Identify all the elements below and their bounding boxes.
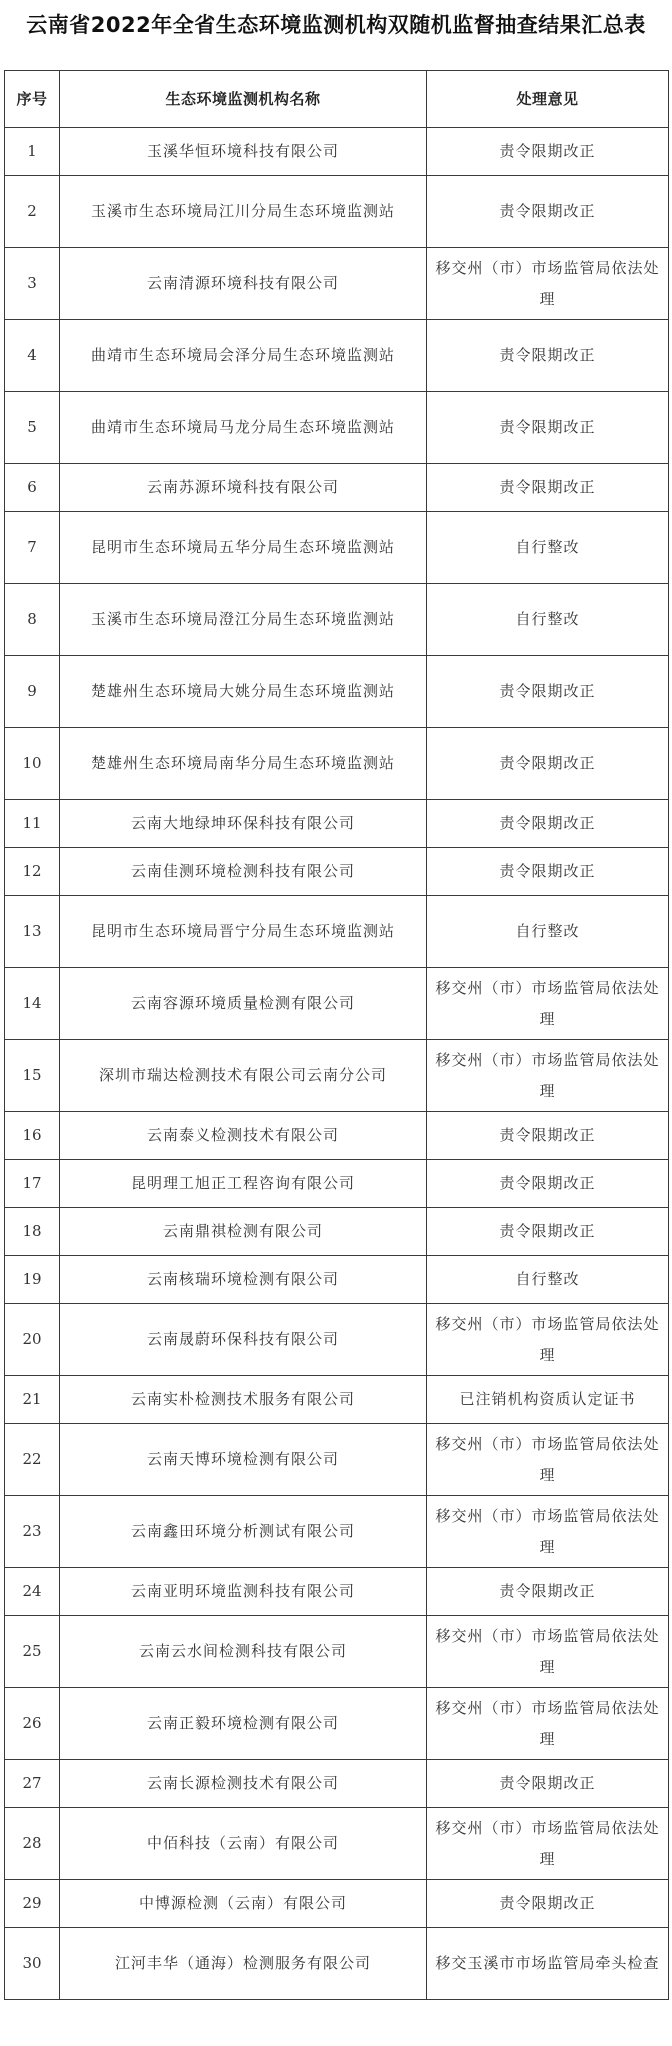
table-row: [5, 512, 669, 584]
row-handling-opinion: 责令限期改正: [427, 1568, 669, 1616]
row-institution-name: 云南清源环境科技有限公司: [60, 248, 427, 320]
row-serial-number: 19: [5, 1256, 60, 1304]
row-institution-name: 云南天博环境检测有限公司: [60, 1424, 427, 1496]
row-handling-opinion: 移交州（市）市场监管局依法处理: [427, 1424, 669, 1496]
table-row: [5, 896, 669, 968]
table-row: [5, 1688, 669, 1760]
row-institution-name: 玉溪市生态环境局澄江分局生态环境监测站: [60, 584, 427, 656]
document-title: 云南省2022年全省生态环境监测机构双随机监督抽查结果汇总表: [26, 13, 646, 37]
table-row: [5, 320, 669, 392]
row-handling-opinion: 责令限期改正: [427, 176, 669, 248]
header-serial-number: 序号: [5, 71, 60, 128]
row-serial-number: 8: [5, 584, 60, 656]
table-row: [5, 584, 669, 656]
row-serial-number: 11: [5, 800, 60, 848]
row-handling-opinion: 责令限期改正: [427, 848, 669, 896]
row-handling-opinion: 移交州（市）市场监管局依法处理: [427, 248, 669, 320]
row-institution-name: 中佰科技（云南）有限公司: [60, 1808, 427, 1880]
table-row: [5, 128, 669, 176]
row-handling-opinion: 自行整改: [427, 896, 669, 968]
row-serial-number: 2: [5, 176, 60, 248]
table-row: [5, 1496, 669, 1568]
row-serial-number: 22: [5, 1424, 60, 1496]
row-institution-name: 楚雄州生态环境局大姚分局生态环境监测站: [60, 656, 427, 728]
row-handling-opinion: 责令限期改正: [427, 1880, 669, 1928]
row-institution-name: 江河丰华（通海）检测服务有限公司: [60, 1928, 427, 2000]
row-serial-number: 4: [5, 320, 60, 392]
row-serial-number: 25: [5, 1616, 60, 1688]
row-serial-number: 1: [5, 128, 60, 176]
header-institution-name: 生态环境监测机构名称: [60, 71, 427, 128]
row-institution-name: 玉溪华恒环境科技有限公司: [60, 128, 427, 176]
row-serial-number: 18: [5, 1208, 60, 1256]
row-handling-opinion: 责令限期改正: [427, 464, 669, 512]
row-serial-number: 9: [5, 656, 60, 728]
table-row: [5, 848, 669, 896]
row-handling-opinion: 责令限期改正: [427, 656, 669, 728]
row-institution-name: 中博源检测（云南）有限公司: [60, 1880, 427, 1928]
row-handling-opinion: 移交州（市）市场监管局依法处理: [427, 1808, 669, 1880]
row-serial-number: 30: [5, 1928, 60, 2000]
table-row: [5, 1112, 669, 1160]
table-row: [5, 1304, 669, 1376]
row-handling-opinion: 移交州（市）市场监管局依法处理: [427, 1040, 669, 1112]
row-serial-number: 5: [5, 392, 60, 464]
row-institution-name: 云南泰义检测技术有限公司: [60, 1112, 427, 1160]
table-row: [5, 1928, 669, 2000]
row-serial-number: 13: [5, 896, 60, 968]
table-row: [5, 1760, 669, 1808]
table-row: [5, 800, 669, 848]
header-handling-opinion: 处理意见: [427, 71, 669, 128]
row-institution-name: 曲靖市生态环境局马龙分局生态环境监测站: [60, 392, 427, 464]
row-institution-name: 云南苏源环境科技有限公司: [60, 464, 427, 512]
row-handling-opinion: 移交州（市）市场监管局依法处理: [427, 1616, 669, 1688]
row-handling-opinion: 已注销机构资质认定证书: [427, 1376, 669, 1424]
row-institution-name: 云南佳测环境检测科技有限公司: [60, 848, 427, 896]
row-handling-opinion: 自行整改: [427, 584, 669, 656]
row-handling-opinion: 责令限期改正: [427, 800, 669, 848]
row-serial-number: 27: [5, 1760, 60, 1808]
row-handling-opinion: 自行整改: [427, 512, 669, 584]
row-institution-name: 云南亚明环境监测科技有限公司: [60, 1568, 427, 1616]
row-serial-number: 20: [5, 1304, 60, 1376]
row-handling-opinion: 移交州（市）市场监管局依法处理: [427, 1304, 669, 1376]
row-institution-name: 云南容源环境质量检测有限公司: [60, 968, 427, 1040]
row-institution-name: 昆明理工旭正工程咨询有限公司: [60, 1160, 427, 1208]
results-summary-table: [4, 70, 669, 2000]
row-institution-name: 昆明市生态环境局五华分局生态环境监测站: [60, 512, 427, 584]
row-serial-number: 14: [5, 968, 60, 1040]
table-row: [5, 1256, 669, 1304]
row-handling-opinion: 移交州（市）市场监管局依法处理: [427, 1496, 669, 1568]
row-handling-opinion: 责令限期改正: [427, 728, 669, 800]
row-serial-number: 3: [5, 248, 60, 320]
table-row: [5, 1424, 669, 1496]
table-row: [5, 1160, 669, 1208]
row-institution-name: 昆明市生态环境局晋宁分局生态环境监测站: [60, 896, 427, 968]
table-row: [5, 1376, 669, 1424]
row-handling-opinion: 移交州（市）市场监管局依法处理: [427, 968, 669, 1040]
row-handling-opinion: 责令限期改正: [427, 320, 669, 392]
row-serial-number: 12: [5, 848, 60, 896]
row-handling-opinion: 移交州（市）市场监管局依法处理: [427, 1688, 669, 1760]
table-row: [5, 176, 669, 248]
row-handling-opinion: 责令限期改正: [427, 1208, 669, 1256]
row-serial-number: 17: [5, 1160, 60, 1208]
row-institution-name: 云南实朴检测技术服务有限公司: [60, 1376, 427, 1424]
table-row: [5, 1616, 669, 1688]
row-institution-name: 云南鑫田环境分析测试有限公司: [60, 1496, 427, 1568]
row-handling-opinion: 自行整改: [427, 1256, 669, 1304]
table-row: [5, 728, 669, 800]
table-body: [5, 128, 669, 2000]
row-institution-name: 曲靖市生态环境局会泽分局生态环境监测站: [60, 320, 427, 392]
table-row: [5, 1808, 669, 1880]
table-row: [5, 392, 669, 464]
row-institution-name: 云南正毅环境检测有限公司: [60, 1688, 427, 1760]
table-row: [5, 1208, 669, 1256]
row-handling-opinion: 责令限期改正: [427, 1112, 669, 1160]
row-handling-opinion: 责令限期改正: [427, 392, 669, 464]
row-serial-number: 15: [5, 1040, 60, 1112]
row-institution-name: 楚雄州生态环境局南华分局生态环境监测站: [60, 728, 427, 800]
row-serial-number: 16: [5, 1112, 60, 1160]
row-serial-number: 10: [5, 728, 60, 800]
row-handling-opinion: 责令限期改正: [427, 1160, 669, 1208]
row-serial-number: 7: [5, 512, 60, 584]
row-institution-name: 云南晟蔚环保科技有限公司: [60, 1304, 427, 1376]
row-handling-opinion: 责令限期改正: [427, 128, 669, 176]
table-row: [5, 656, 669, 728]
table-row: [5, 968, 669, 1040]
row-institution-name: 云南核瑞环境检测有限公司: [60, 1256, 427, 1304]
table-row: [5, 1568, 669, 1616]
table-header-row: [5, 71, 669, 128]
table-row: [5, 248, 669, 320]
table-row: [5, 1880, 669, 1928]
row-handling-opinion: 移交玉溪市市场监管局牵头检查: [427, 1928, 669, 2000]
row-institution-name: 玉溪市生态环境局江川分局生态环境监测站: [60, 176, 427, 248]
row-serial-number: 21: [5, 1376, 60, 1424]
row-serial-number: 23: [5, 1496, 60, 1568]
row-institution-name: 云南鼎祺检测有限公司: [60, 1208, 427, 1256]
row-institution-name: 深圳市瑞达检测技术有限公司云南分公司: [60, 1040, 427, 1112]
row-handling-opinion: 责令限期改正: [427, 1760, 669, 1808]
row-serial-number: 26: [5, 1688, 60, 1760]
row-serial-number: 28: [5, 1808, 60, 1880]
row-institution-name: 云南长源检测技术有限公司: [60, 1760, 427, 1808]
table-row: [5, 464, 669, 512]
row-institution-name: 云南大地绿坤环保科技有限公司: [60, 800, 427, 848]
row-serial-number: 29: [5, 1880, 60, 1928]
row-serial-number: 24: [5, 1568, 60, 1616]
row-serial-number: 6: [5, 464, 60, 512]
table-row: [5, 1040, 669, 1112]
row-institution-name: 云南云水间检测科技有限公司: [60, 1616, 427, 1688]
